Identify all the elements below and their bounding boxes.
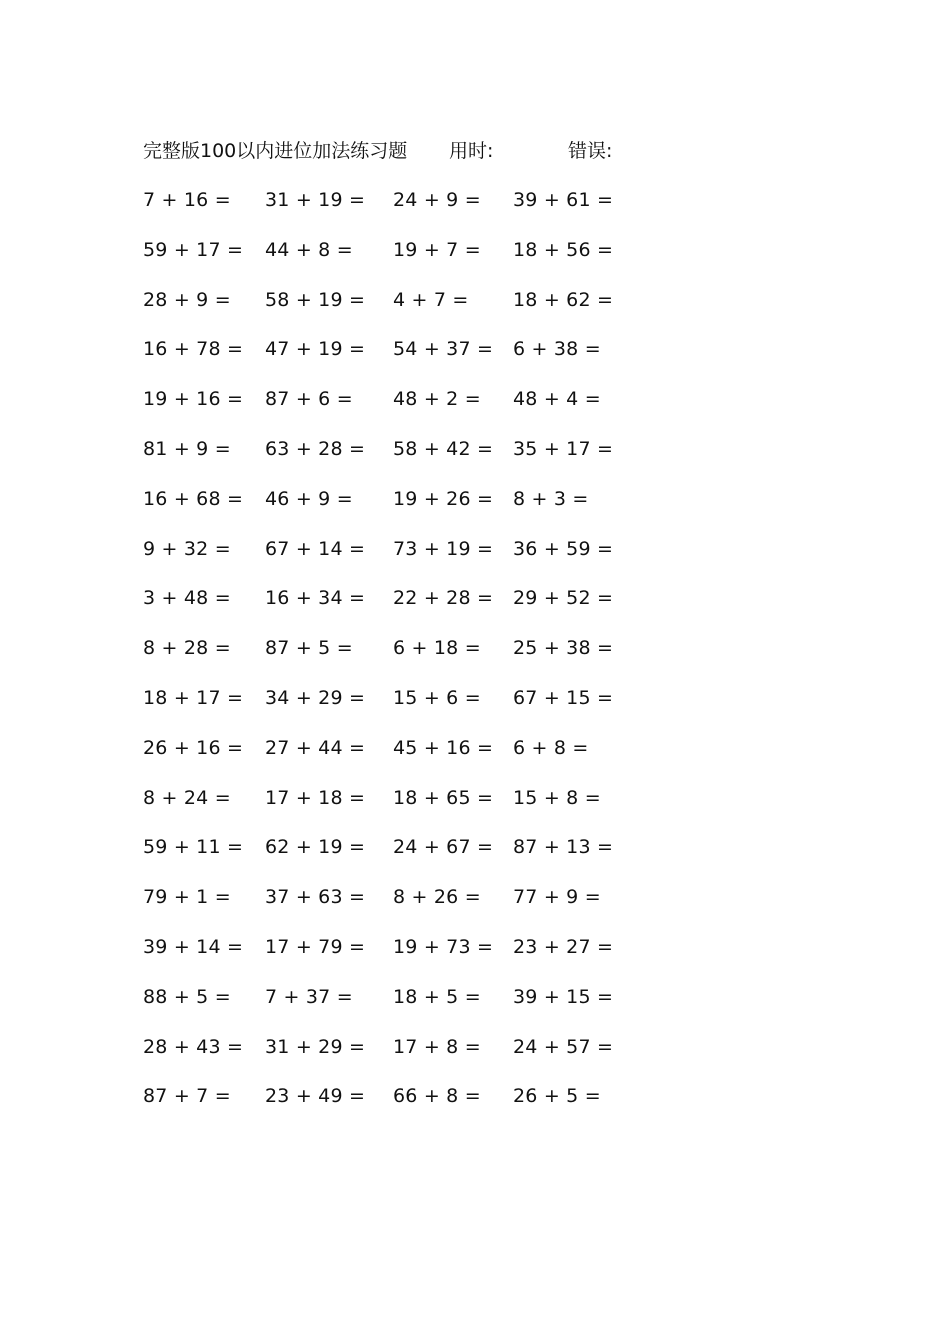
problem-row [143,882,643,932]
addition-problem: 58 + 19 = [265,288,366,311]
addition-problem: 18 + 56 = [513,238,614,261]
addition-problem: 45 + 16 = [393,736,494,759]
addition-problem: 9 + 32 = [143,537,231,560]
addition-problem: 24 + 9 = [393,189,481,211]
problem-row [143,932,643,982]
addition-problem: 24 + 67 = [393,836,494,859]
addition-problem: 48 + 2 = [393,388,481,411]
addition-problem: 19 + 16 = [143,388,244,411]
addition-problem: 7 + 37 = [265,985,353,1008]
problem-row [143,982,643,1032]
addition-problem: 48 + 4 = [513,388,601,411]
addition-problem: 67 + 14 = [265,537,366,560]
addition-problem: 81 + 9 = [143,437,231,460]
problem-grid [143,185,643,1131]
problem-row [143,832,643,882]
addition-problem: 79 + 1 = [143,886,231,909]
addition-problem: 3 + 48 = [143,587,231,610]
addition-problem: 59 + 17 = [143,238,244,261]
addition-problem: 8 + 3 = [513,487,589,510]
time-used-label: 用时: [449,140,494,162]
problem-row [143,633,643,683]
addition-problem: 25 + 38 = [513,637,614,660]
addition-problem: 35 + 17 = [513,437,614,460]
problem-row [143,434,643,484]
addition-problem: 17 + 18 = [265,786,366,809]
problem-row [143,484,643,534]
addition-problem: 37 + 63 = [265,886,366,909]
addition-problem: 28 + 43 = [143,1035,244,1058]
problem-row [143,334,643,384]
problem-row [143,683,643,733]
addition-problem: 26 + 16 = [143,736,244,759]
problem-row [143,185,643,235]
addition-problem: 19 + 26 = [393,487,494,510]
problem-row [143,733,643,783]
addition-problem: 16 + 78 = [143,338,244,361]
addition-problem: 17 + 8 = [393,1035,481,1058]
addition-problem: 23 + 49 = [265,1085,366,1108]
addition-problem: 58 + 42 = [393,437,494,460]
addition-problem: 36 + 59 = [513,537,614,560]
addition-problem: 87 + 7 = [143,1085,231,1108]
addition-problem: 4 + 7 = [393,288,469,311]
addition-problem: 15 + 6 = [393,686,481,709]
problem-row [143,285,643,335]
addition-problem: 8 + 26 = [393,886,481,909]
addition-problem: 39 + 15 = [513,985,614,1008]
addition-problem: 18 + 17 = [143,686,244,709]
addition-problem: 28 + 9 = [143,288,231,311]
addition-problem: 22 + 28 = [393,587,494,610]
addition-problem: 54 + 37 = [393,338,494,361]
errors-label: 错误: [568,140,613,162]
addition-problem: 6 + 38 = [513,338,601,361]
addition-problem: 24 + 57 = [513,1035,614,1058]
addition-problem: 27 + 44 = [265,736,366,759]
addition-problem: 31 + 19 = [265,189,366,211]
problem-row [143,384,643,434]
addition-problem: 46 + 9 = [265,487,353,510]
addition-problem: 34 + 29 = [265,686,366,709]
addition-problem: 16 + 34 = [265,587,366,610]
problem-row [143,534,643,584]
addition-problem: 73 + 19 = [393,537,494,560]
addition-problem: 87 + 13 = [513,836,614,859]
addition-problem: 87 + 5 = [265,637,353,660]
addition-problem: 6 + 18 = [393,637,481,660]
addition-problem: 87 + 6 = [265,388,353,411]
addition-problem: 63 + 28 = [265,437,366,460]
addition-problem: 19 + 7 = [393,238,481,261]
addition-problem: 8 + 24 = [143,786,231,809]
addition-problem: 18 + 5 = [393,985,481,1008]
addition-problem: 26 + 5 = [513,1085,601,1108]
worksheet-title: 完整版100以内进位加法练习题 [143,140,408,162]
addition-problem: 31 + 29 = [265,1035,366,1058]
addition-problem: 15 + 8 = [513,786,601,809]
problem-row [143,783,643,833]
addition-problem: 29 + 52 = [513,587,614,610]
addition-problem: 62 + 19 = [265,836,366,859]
addition-problem: 66 + 8 = [393,1085,481,1108]
worksheet-header [143,136,663,166]
problem-row [143,1032,643,1082]
addition-problem: 23 + 27 = [513,935,614,958]
addition-problem: 19 + 73 = [393,935,494,958]
addition-problem: 77 + 9 = [513,886,601,909]
addition-problem: 17 + 79 = [265,935,366,958]
problem-row [143,583,643,633]
addition-problem: 67 + 15 = [513,686,614,709]
addition-problem: 6 + 8 = [513,736,589,759]
addition-problem: 47 + 19 = [265,338,366,361]
addition-problem: 88 + 5 = [143,985,231,1008]
addition-problem: 59 + 11 = [143,836,244,859]
problem-row [143,1081,643,1131]
problem-row [143,235,643,285]
addition-problem: 44 + 8 = [265,238,353,261]
addition-problem: 7 + 16 = [143,189,231,211]
addition-problem: 39 + 61 = [513,189,614,211]
addition-problem: 18 + 62 = [513,288,614,311]
addition-problem: 39 + 14 = [143,935,244,958]
addition-problem: 8 + 28 = [143,637,231,660]
addition-problem: 18 + 65 = [393,786,494,809]
addition-problem: 16 + 68 = [143,487,244,510]
